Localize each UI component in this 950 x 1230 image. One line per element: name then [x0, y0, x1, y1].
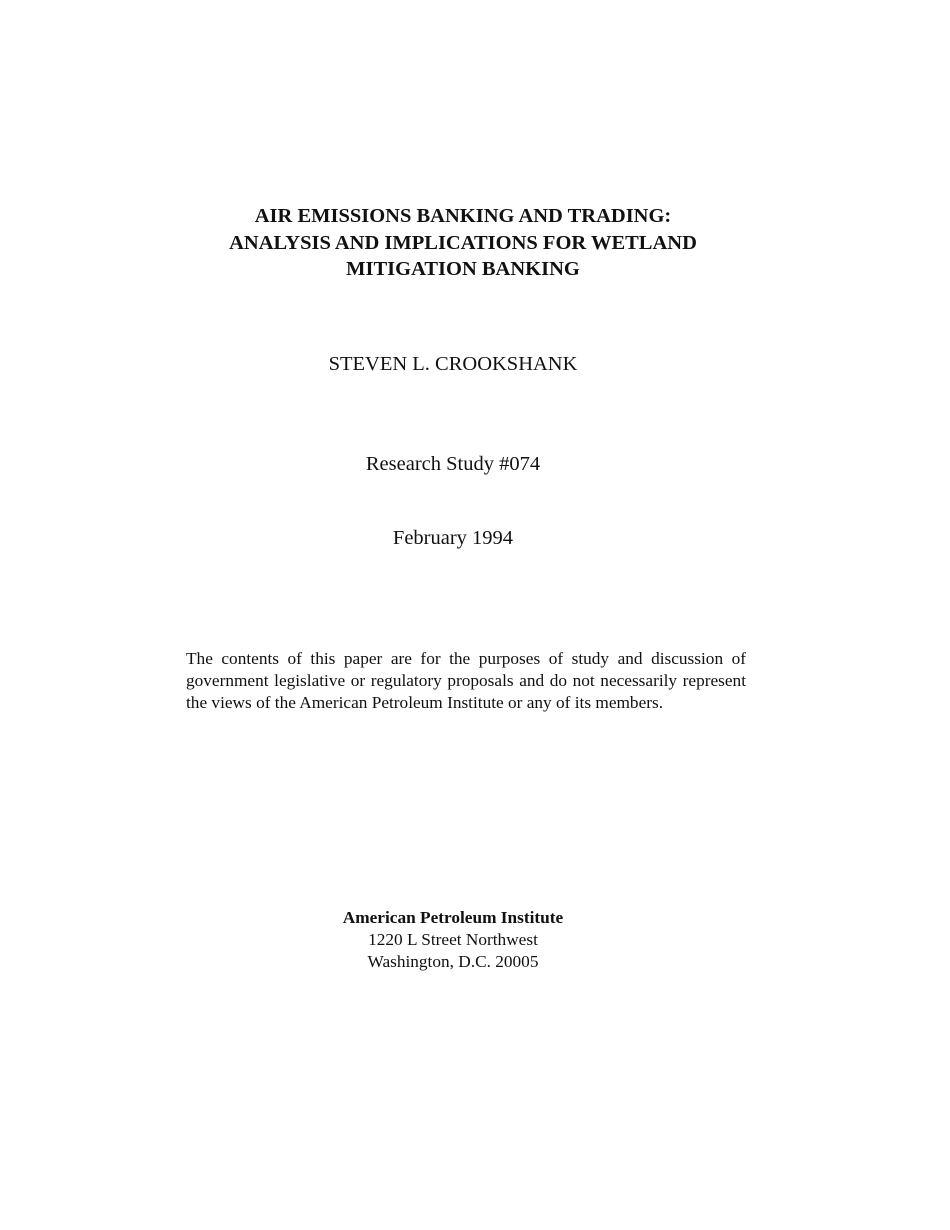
- title-line: ANALYSIS AND IMPLICATIONS FOR WETLAND: [229, 231, 697, 254]
- study-number: Research Study #074: [365, 453, 541, 475]
- document-title: [0, 203, 950, 283]
- publisher-address-line: 1220 L Street Northwest: [368, 930, 538, 949]
- publisher-address-line: Washington, D.C. 20005: [367, 952, 539, 971]
- publisher-block: [0, 907, 928, 973]
- title-line: MITIGATION BANKING: [346, 258, 580, 280]
- author: STEVEN L. CROOKSHANK: [328, 353, 578, 375]
- publisher-name: American Petroleum Institute: [342, 908, 564, 927]
- disclaimer: The contents of this paper are for the purposes of study and discussion of government legislative or regulatory proposals and do not necessarily represent the views of the American Petroleum Institute or any of its members.: [186, 649, 746, 712]
- publication-date: February 1994: [392, 527, 514, 549]
- title-line: AIR EMISSIONS BANKING AND TRADING:: [254, 205, 672, 227]
